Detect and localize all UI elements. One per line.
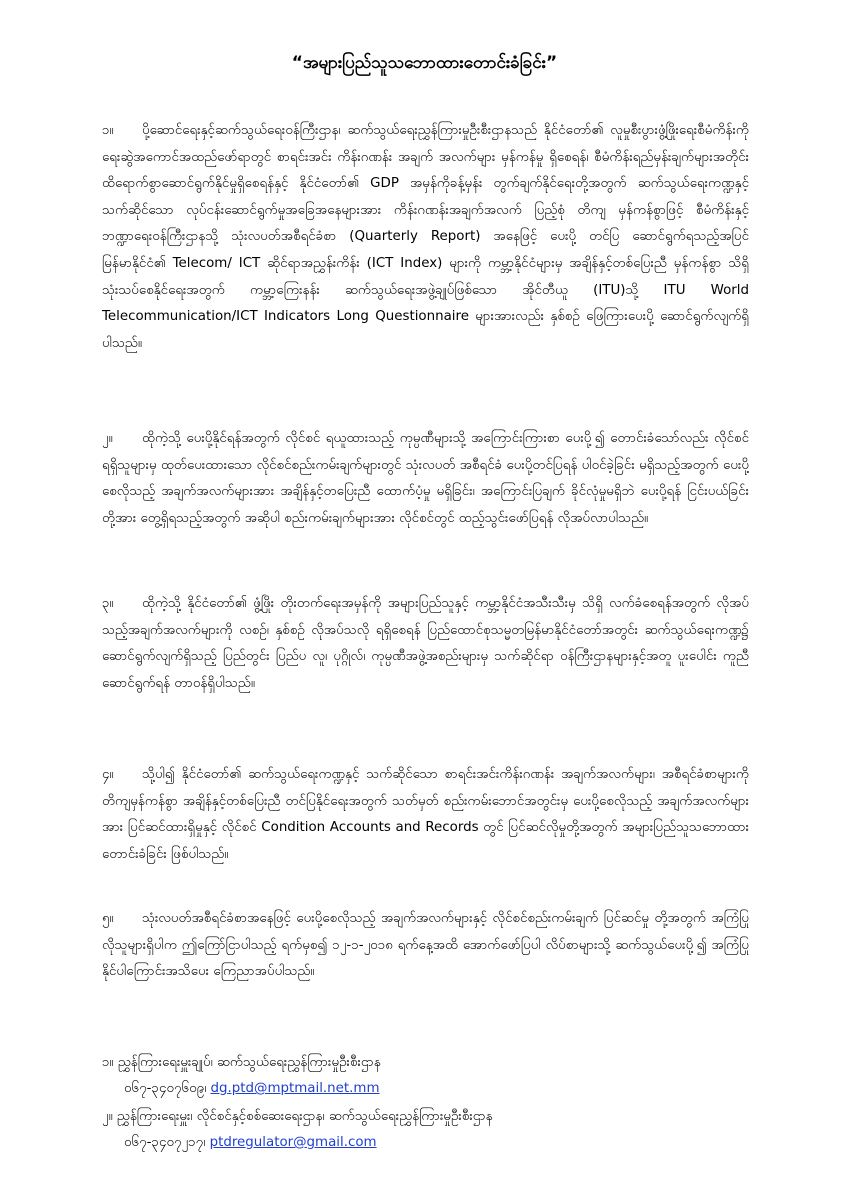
contact-email-link[interactable]: ptdregulator@gmail.com [209, 1135, 377, 1150]
contact-details [102, 1076, 381, 1102]
contact-title: ၂။ ညွှန်ကြားရေးမှူး၊ လိုင်စင်နှင့်စစ်ဆေးရေးဌာန၊ ဆက်သွယ်ရေးညွှန်ကြားမှုဦးစီးဌာန [102, 1109, 493, 1124]
paragraph-1 [102, 118, 749, 357]
paragraph-number: ၁။ [102, 123, 114, 138]
paragraph-text: ပို့ဆောင်ရေးနှင့်ဆက်သွယ်ရေးဝန်ကြီးဌာန၊ ဆက်သွယ်ရေးညွှန်ကြားမှုဦးစီးဌာနသည် နိုင်ငံတော်၏ လူမှုစီးပွားဖွံ့ဖြိုးရေးစီမံကိန်းကို ရေးဆွဲအကောင်အထည်ဖော်ရာတွင် စာရင်းအင်း ကိန်းဂဏန်း အချက် အလက်များ မှန်ကန်မှု ရှိစေရန်၊ စီမံကိန်းရည်မှန်းချက်များအတိုင်းထိရောက်စွာဆောင်ရွက်နိုင်မှုရှိစေရန်နှင့် နိုင်ငံတော်၏ GDP အမှန်ကိုခန့်မှန်း တွက်ချက်နိုင်ရေးတို့အတွက် ဆက်သွယ်ရေးကဏ္ဍနှင့် သက်ဆိုင်သော လုပ်ငန်းဆောင်ရွက်မှုအခြေအနေများအား ကိန်းဂဏန်းအချက်အလက် ပြည့်စုံ တိကျ မှန်ကန်စွာဖြင့် စီမံကိန်းနှင့် ဘဏ္ဍာရေးဝန်ကြီးဌာနသို့ သုံးလပတ်အစီရင်ခံစာ (Quarterly Report) အနေဖြင့် ပေးပို့ တင်ပြ ဆောင်ရွက်ရသည့်အပြင် မြန်မာနိုင်ငံ၏ Telecom/ ICT ဆိုင်ရာအညွှန်းကိန်း (ICT Index) များကို ကမ္ဘာ့နိုင်ငံများမှ အချိန်နှင့်တစ်ပြေးညီ မှန်ကန်စွာ သိရှိသုံးသပ်စေနိုင်ရေးအတွက် ကမ္ဘာ့ကြေးနန်း ဆက်သွယ်ရေးအဖွဲ့ချုပ်ဖြစ်သော အိုင်တီယူ (ITU)သို့ ITU World Telecommunication/ICT Indicators Long Questionnaire များအားလည်း နှစ်စဉ် ဖြေကြားပေးပို့ ဆောင်ရွက်လျက်ရှိပါသည်။ [102, 123, 749, 351]
contact-block-1 [102, 1050, 381, 1102]
contact-phone: ၀၆၇-၃၄၀၇၂၁၇၊ [124, 1135, 206, 1150]
contact-block-2 [102, 1104, 493, 1156]
contact-title: ၁။ ညွှန်ကြားရေးမှူးချုပ်၊ ဆက်သွယ်ရေးညွှန်ကြားမှုဦးစီးဌာန [102, 1055, 381, 1070]
paragraph-text: ထိုကဲ့သို့ နိုင်ငံတော်၏ ဖွံ့ဖြိုး တိုးတက်ရေးအမှန်ကို အများပြည်သူနှင့် ကမ္ဘာ့နိုင်ငံအသီးသီးမှ သိရှိ လက်ခံစေရန်အတွက် လိုအပ်သည့်အချက်အလက်များကို လစဉ်၊ နှစ်စဉ် လိုအပ်သလို ရရှိစေရန် ပြည်ထောင်စုသမ္မတမြန်မာနိုင်ငံတော်အတွင်း ဆက်သွယ်ရေးကဏ္ဍ၌ ဆောင်ရွက်လျက်ရှိသည့် ပြည်တွင်း ပြည်ပ လူ၊ ပုဂ္ဂိုလ်၊ ကုမ္ပဏီအဖွဲ့အစည်းများမှ သက်ဆိုင်ရာ ဝန်ကြီးဌာနများနှင့်အတူ ပူးပေါင်း ကူညီ ဆောင်ရွက်ရန် တာဝန်ရှိပါသည်။ [102, 596, 749, 691]
paragraph-number: ၅။ [102, 911, 114, 926]
paragraph-5 [102, 906, 749, 986]
paragraph-number: ၂။ [102, 431, 113, 446]
paragraph-text: ထိုကဲ့သို့ ပေးပို့နိုင်ရန်အတွက် လိုင်စင် ရယူထားသည့် ကုမ္ပဏီများသို့ အကြောင်းကြားစာ ပေးပို့၍ တောင်းခံသော်လည်း လိုင်စင်ရရှိသူများမှ ထုတ်ပေးထားသော လိုင်စင်စည်းကမ်းချက်များတွင် သုံးလပတ် အစီရင်ခံ ပေးပို့တင်ပြရန် ပါဝင်ခဲ့ခြင်း မရှိသည့်အတွက် ပေးပို့စေလိုသည့် အချက်အလက်များအား အချိန်နှင့်တပြေးညီ ထောက်ပံ့မှု မရှိခြင်း၊ အကြောင်းပြချက် ခိုင်လုံမှုမရှိဘဲ ပေးပို့ရန် ငြင်းပယ်ခြင်း တို့အား တွေ့ရှိရသည့်အတွက် အဆိုပါ စည်းကမ်းချက်များအား လိုင်စင်တွင် ထည့်သွင်းဖော်ပြရန် လိုအပ်လာပါသည်။ [102, 431, 749, 526]
page-title: “အများပြည်သူသဘောထားတောင်းခံခြင်း” [291, 53, 558, 73]
paragraph-4 [102, 762, 749, 868]
paragraph-text: သို့ပါ၍ နိုင်ငံတော်၏ ဆက်သွယ်ရေးကဏ္ဍနှင့် သက်ဆိုင်သော စာရင်းအင်းကိန်းဂဏန်း အချက်အလက်များ၊ အစီရင်ခံစာများကို တိကျမှန်ကန်စွာ အချိန်နှင့်တစ်ပြေးညီ တင်ပြနိုင်ရေးအတွက် သတ်မှတ် စည်းကမ်းဘောင်အတွင်းမှ ပေးပို့စေလိုသည့် အချက်အလက်များအား ပြင်ဆင်ထားရှိမှုနှင့် လိုင်စင် Condition Accounts and Records တွင် ပြင်ဆင်လိုမှုတို့အတွက် အများပြည်သူသဘောထား တောင်းခံခြင်း ဖြစ်ပါသည်။ [102, 767, 749, 862]
paragraph-number: ၃။ [102, 596, 114, 611]
paragraph-3 [102, 591, 749, 697]
contact-details [102, 1130, 493, 1156]
paragraph-text: သုံးလပတ်အစီရင်ခံစာအနေဖြင့် ပေးပို့စေလိုသည့် အချက်အလက်များနှင့် လိုင်စင်စည်းကမ်းချက် ပြင်ဆင်မှု တို့အတွက် အကြံပြုလိုသူများရှိပါက ဤကြော်ငြာပါသည့် ရက်မှစ၍ ၁၂-၁-၂၀၁၈ ရက်နေ့အထိ အောက်ဖော်ပြပါ လိပ်စာများသို့ ဆက်သွယ်ပေးပို့၍ အကြံပြုနိုင်ပါကြောင်းအသိပေး ကြေညာအပ်ပါသည်။ [102, 911, 749, 980]
contact-email-link[interactable]: dg.ptd@mptmail.net.mm [210, 1081, 380, 1096]
paragraph-number: ၄။ [102, 767, 114, 782]
contact-phone: ၀၆၇-၃၄၀၇၆၀၉၊ [124, 1081, 207, 1096]
paragraph-2 [102, 426, 749, 532]
